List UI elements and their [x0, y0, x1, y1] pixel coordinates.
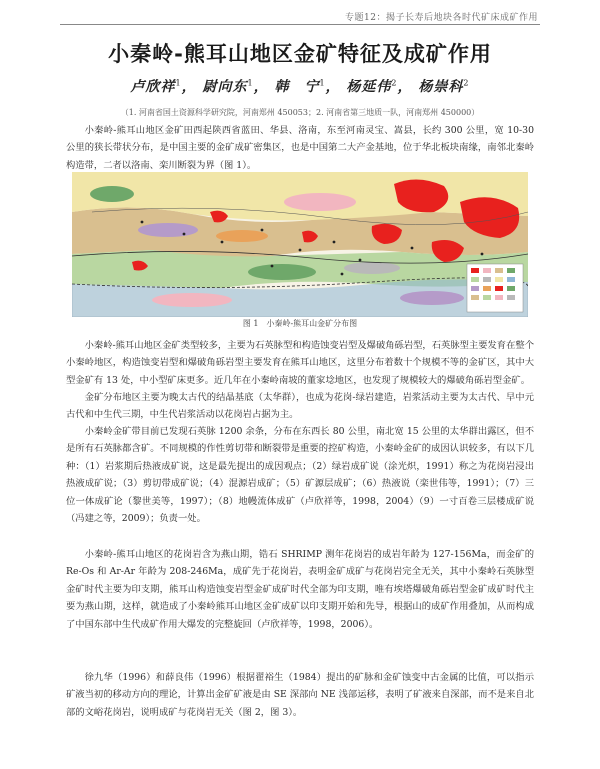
body-paragraph [66, 423, 534, 527]
map-unit-patch [284, 193, 356, 211]
geologic-map-figure [72, 172, 528, 317]
running-head: 专题12：揭子长寿后地块各时代矿床成矿作用 [345, 13, 538, 23]
author-affil-mark: 1 [175, 78, 182, 88]
paragraph-text: 小秦岭-熊耳山地区金矿类型较多，主要为石英脉型和构造蚀变岩型及爆破角砾岩型，石英脉型主要发育在整个小秦岭地区，构造蚀变岩型和爆破角砾岩型主要发育在熊耳山地区，这里分布着数十个规模不等的金矿区，其中大型金矿有 13 处，中小型矿床更多。近几年在小秦岭南坡的董家埝地区，也发现了规模较大的爆破角砾岩型金矿。 [66, 340, 534, 386]
map-unit-patch [216, 230, 268, 242]
author-affil-mark: 2 [463, 78, 470, 88]
paragraph-text: 小秦岭金矿带目前已发现石英脉 1200 余条，分布在东西长 80 公里，南北宽 15 公里的太华群出露区，但不是所有石英脉都含矿。不同规模的作性剪切带和断裂带是重要的控矿构造，小秦岭金矿的成因认识较多，有以下几种：（1）岩浆期后热液成矿说，这是最先提出的成因观点；（2）绿岩成矿说（涂光炽，1991）称之为花岗岩浸出热液成矿说；（3）剪切带成矿说；（4）混源岩成矿；（5）矿源层成矿；（6）热液说（栾世伟等，1991）；（7）三位一体成矿论（黎世美等，1997）；（8）地幔流体成矿（卢欣祥等，1998，2004）（9）一寸百卷三层楼成矿说（冯建之等，2009）；负责一处。 [66, 426, 534, 525]
paragraph-text: 金矿分布地区主要为晚太古代的结晶基底（太华群），也成为花岗-绿岩建造，岩浆活动主要为太古代、早中元古代和中生代三期，中生代岩浆活动以花岗岩占据为主。 [66, 392, 534, 421]
paragraph-text: 小秦岭-熊耳山地区的花岗岩含为燕山期，锆石 SHRIMP 测年花岗岩的成岩年龄为 127-156Ma，而金矿的 Re-Os 和 Ar-Ar 年龄为 208-246Ma，成矿先于花岗岩，表明金矿成矿与花岗岩完全无关，其中小秦岭石英脉型金矿时代主要为印支期，熊耳山构造蚀变岩型金矿成矿时代全部为印支期，唯有埃塔爆破角砾岩型金矿成矿时代主要为燕山期，这样，就造成了小秦岭熊耳山地区金矿成矿以印支期开始和先导，根据山的成矿作用叠加，从而构成了中国东部中生代成矿作用大爆发的完整旋回（卢欣祥等，1998，2006）。 [66, 549, 534, 630]
paragraph-text: 徐九华（1996）和薛良伟（1996）根据翟裕生（1984）提出的矿脉和金矿蚀变中古金属的比值，可以指示矿液当初的移动方向的理论，计算出金矿矿液是由 SE 深部向 NE 浅部运移，表明了矿液来自深部，而不是来自北部的文峪花岗岩，说明成矿与花岗岩无关（图 2，图 3）。 [66, 672, 534, 718]
figure-caption: 图 1 小秦岭-熊耳山金矿分布图 [242, 319, 358, 328]
body-paragraph [66, 669, 534, 721]
body-paragraph [66, 546, 534, 633]
author-name: 尉向东 [202, 79, 248, 95]
map-unit-patch [90, 186, 134, 202]
author-affil-mark: 1 [247, 78, 254, 88]
map-unit-patch [138, 223, 198, 237]
map-unit-patch [248, 264, 316, 280]
author-list: 卢欣祥$^1$， 尉向东$^1$， 韩 宁$^1$， 杨延伟$^2$， 杨崇科$^2$ [130, 78, 470, 95]
author-name: 杨崇科 [418, 79, 464, 95]
author-name: 韩 宁 [274, 79, 320, 95]
paper-title: 小秦岭-熊耳山地区金矿特征及成矿作用 [108, 42, 492, 66]
map-legend [467, 264, 523, 312]
author-name: 卢欣祥 [130, 79, 176, 95]
body-paragraph [66, 389, 534, 424]
body-paragraph [66, 337, 534, 389]
author-affil-mark: 2 [391, 78, 398, 88]
map-unit-patch [152, 293, 232, 307]
author-name: 杨延伟 [346, 79, 392, 95]
map-unit-patch [400, 291, 464, 305]
geologic-map [72, 172, 528, 317]
map-unit-patch [344, 262, 400, 274]
body-paragraph [66, 122, 534, 174]
header-rule [60, 24, 540, 25]
affiliations: （1. 河南省国土资源科学研究院，河南郑州 450053；2. 河南省第三地质一队，河南郑州 450000） [120, 108, 480, 117]
paragraph-text: 小秦岭-熊耳山地区金矿田西起陕西省蓝田、华县、洛南，东至河南灵宝、嵩县，长约 300 公里，宽 10-30 公里的狭长带状分布，是中国主要的金矿成矿密集区，也是中国第二大产金基地，位于华北板块南缘，南邻北秦岭构造带，二者以洛南、栾川断裂为界（图 1）。 [66, 125, 534, 171]
author-affil-mark: 1 [319, 78, 326, 88]
